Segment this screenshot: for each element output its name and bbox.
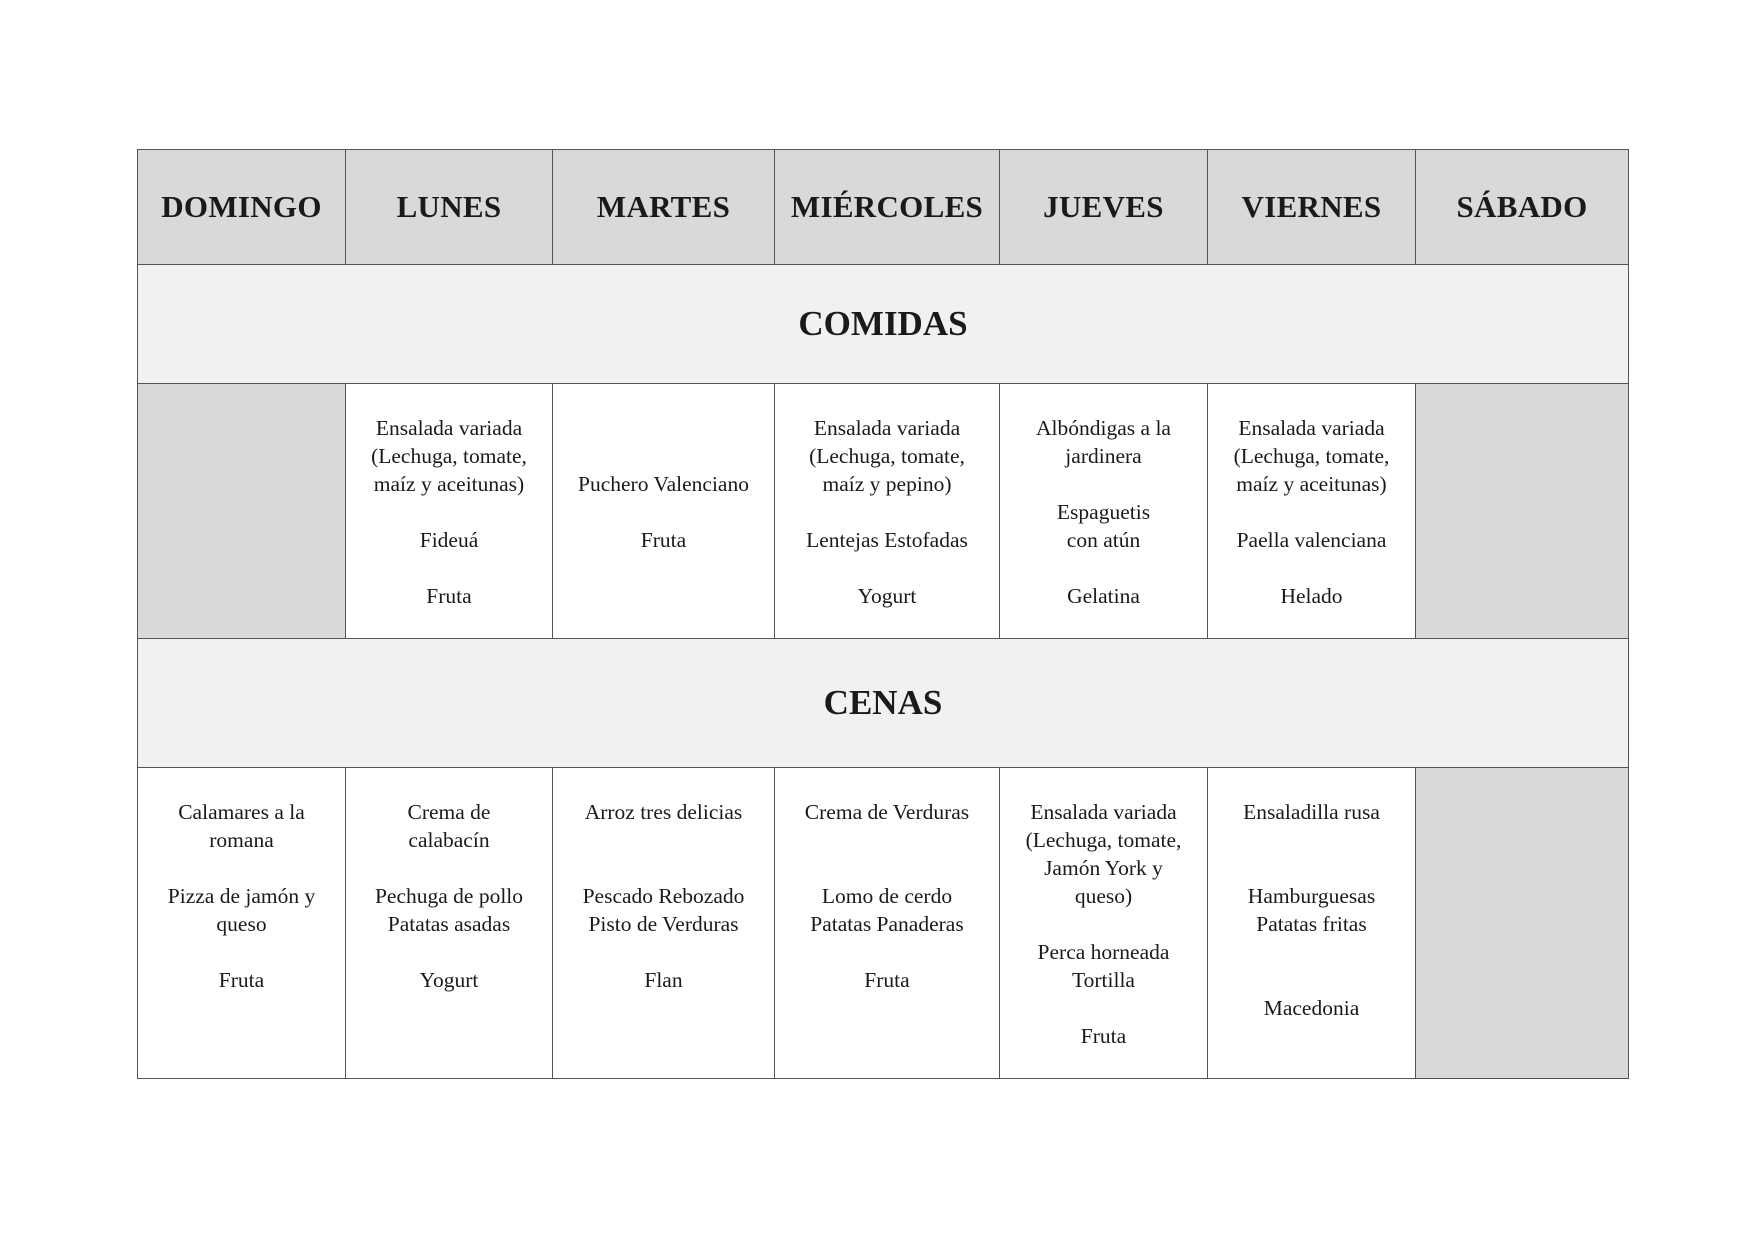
menu-item-line: Puchero Valenciano (578, 472, 749, 496)
menu-item-line: Tortilla (1072, 968, 1135, 992)
menu-item-line: maíz y aceitunas) (1236, 472, 1387, 496)
menu-item-line: Macedonia (1263, 996, 1360, 1020)
menu-item-line: Lentejas Estofadas (806, 528, 968, 552)
menu-item-line: (Lechuga, tomate, (371, 444, 527, 468)
menu-spacer-line (350, 854, 548, 882)
menu-spacer-line (779, 554, 995, 582)
menu-spacer-line (142, 938, 341, 966)
menu-item-line: Crema de (407, 800, 491, 824)
cenas-cell-miercoles (775, 768, 1000, 1079)
menu-item-line: Yogurt (857, 584, 917, 608)
menu-item-line: Hamburguesas (1247, 884, 1376, 908)
menu-item-line: con atún (1066, 528, 1141, 552)
menu-item-line: Fruta (640, 528, 687, 552)
comidas-cell-sabado (1416, 384, 1629, 639)
meal-cell-content (346, 384, 552, 610)
menu-item-line: Pizza de jamón y (167, 884, 316, 908)
cenas-cell-martes (553, 768, 775, 1079)
meal-cell-content (553, 384, 774, 554)
menu-spacer-line (1212, 826, 1411, 854)
menu-spacer-line (557, 826, 770, 854)
cenas-cell-jueves (1000, 768, 1208, 1079)
menu-item-line: queso (216, 912, 267, 936)
menu-item-line: Calamares a la (178, 800, 305, 824)
menu-item-line: Ensalada variada (1030, 800, 1177, 824)
days-header-row (138, 150, 1629, 265)
cenas-cell-domingo (138, 768, 346, 1079)
menu-spacer-line (779, 826, 995, 854)
menu-spacer-line (1212, 966, 1411, 994)
menu-spacer-line (1212, 498, 1411, 526)
menu-spacer-line (1212, 554, 1411, 582)
day-header-martes: MARTES (553, 150, 775, 265)
menu-item-line: Flan (644, 968, 683, 992)
menu-spacer-line (1004, 554, 1203, 582)
menu-item-line: Helado (1280, 584, 1343, 608)
menu-item-line: maíz y aceitunas) (373, 472, 525, 496)
menu-spacer-line (1004, 994, 1203, 1022)
menu-item-line: jardinera (1065, 444, 1142, 468)
menu-item-line: (Lechuga, tomate, (1025, 828, 1182, 852)
menu-spacer-line (350, 938, 548, 966)
menu-item-line: (Lechuga, tomate, (1233, 444, 1390, 468)
cenas-row (138, 768, 1629, 1079)
menu-spacer-line (1212, 938, 1411, 966)
menu-item-line: romana (209, 828, 274, 852)
menu-item-line: Patatas fritas (1256, 912, 1367, 936)
menu-item-line: Ensalada variada (375, 416, 523, 440)
menu-item-line: Ensaladilla rusa (1243, 800, 1380, 824)
menu-item-line: Albóndigas a la (1036, 416, 1171, 440)
comidas-cell-lunes (346, 384, 553, 639)
meal-cell-content (1208, 384, 1415, 610)
section-title-comidas: COMIDAS (138, 265, 1629, 384)
menu-item-line: Fruta (864, 968, 910, 992)
menu-spacer-line (1212, 854, 1411, 882)
menu-item-line: Gelatina (1067, 584, 1140, 608)
meal-cell-content (1000, 384, 1207, 610)
meal-cell-content (553, 768, 774, 994)
menu-item-line: calabacín (408, 828, 490, 852)
menu-spacer-line (779, 498, 995, 526)
menu-spacer-line (557, 414, 770, 442)
meal-cell-content (1208, 768, 1415, 1022)
comidas-cell-domingo (138, 384, 346, 639)
menu-item-line: maíz y pepino) (822, 472, 952, 496)
menu-item-line: Lomo de cerdo (821, 884, 953, 908)
cenas-cell-lunes (346, 768, 553, 1079)
menu-item-line: Fruta (426, 584, 472, 608)
comidas-cell-miercoles (775, 384, 1000, 639)
day-header-lunes: LUNES (346, 150, 553, 265)
menu-item-line: Paella valenciana (1236, 528, 1387, 552)
menu-item-line: Pechuga de pollo (374, 884, 524, 908)
menu-item-line: Jamón York y (1044, 856, 1163, 880)
menu-item-line: Arroz tres delicias (584, 800, 743, 824)
menu-item-line: Patatas Panaderas (810, 912, 964, 936)
cenas-cell-viernes (1208, 768, 1416, 1079)
menu-item-line: (Lechuga, tomate, (809, 444, 965, 468)
section-row-comidas (138, 265, 1629, 384)
menu-item-line: Fruta (218, 968, 265, 992)
menu-item-line: Espaguetis (1056, 500, 1151, 524)
section-row-cenas (138, 639, 1629, 768)
menu-item-line: Ensalada variada (1238, 416, 1385, 440)
comidas-row (138, 384, 1629, 639)
meal-cell-content (775, 384, 999, 610)
comidas-cell-viernes (1208, 384, 1416, 639)
menu-item-line: Pisto de Verduras (588, 912, 739, 936)
section-title-cenas: CENAS (138, 639, 1629, 768)
day-header-domingo: DOMINGO (138, 150, 346, 265)
menu-item-line: Fruta (1080, 1024, 1127, 1048)
menu-spacer-line (557, 498, 770, 526)
menu-spacer-line (779, 854, 995, 882)
day-header-miercoles: MIÉRCOLES (775, 150, 1000, 265)
menu-item-line: Perca horneada (1037, 940, 1170, 964)
day-header-jueves: JUEVES (1000, 150, 1208, 265)
menu-spacer-line (557, 854, 770, 882)
meal-cell-content (138, 768, 345, 994)
menu-spacer-line (779, 938, 995, 966)
menu-spacer-line (350, 498, 548, 526)
meal-cell-content (346, 768, 552, 994)
comidas-cell-martes (553, 384, 775, 639)
menu-item-line: Ensalada variada (813, 416, 961, 440)
cenas-cell-sabado (1416, 768, 1629, 1079)
menu-item-line: Crema de Verduras (804, 800, 970, 824)
menu-item-line: Fideuá (419, 528, 479, 552)
menu-item-line: Pescado Rebozado (582, 884, 745, 908)
menu-spacer-line (557, 938, 770, 966)
menu-spacer-line (350, 554, 548, 582)
menu-item-line: queso) (1074, 884, 1133, 908)
menu-spacer-line (1004, 910, 1203, 938)
comidas-cell-jueves (1000, 384, 1208, 639)
menu-spacer-line (1004, 470, 1203, 498)
day-header-sabado: SÁBADO (1416, 150, 1629, 265)
meal-cell-content (775, 768, 999, 994)
menu-spacer-line (557, 442, 770, 470)
day-header-viernes: VIERNES (1208, 150, 1416, 265)
meal-cell-content (1000, 768, 1207, 1050)
menu-spacer-line (142, 854, 341, 882)
menu-item-line: Yogurt (419, 968, 479, 992)
weekly-menu-table (137, 149, 1629, 1079)
menu-item-line: Patatas asadas (387, 912, 511, 936)
